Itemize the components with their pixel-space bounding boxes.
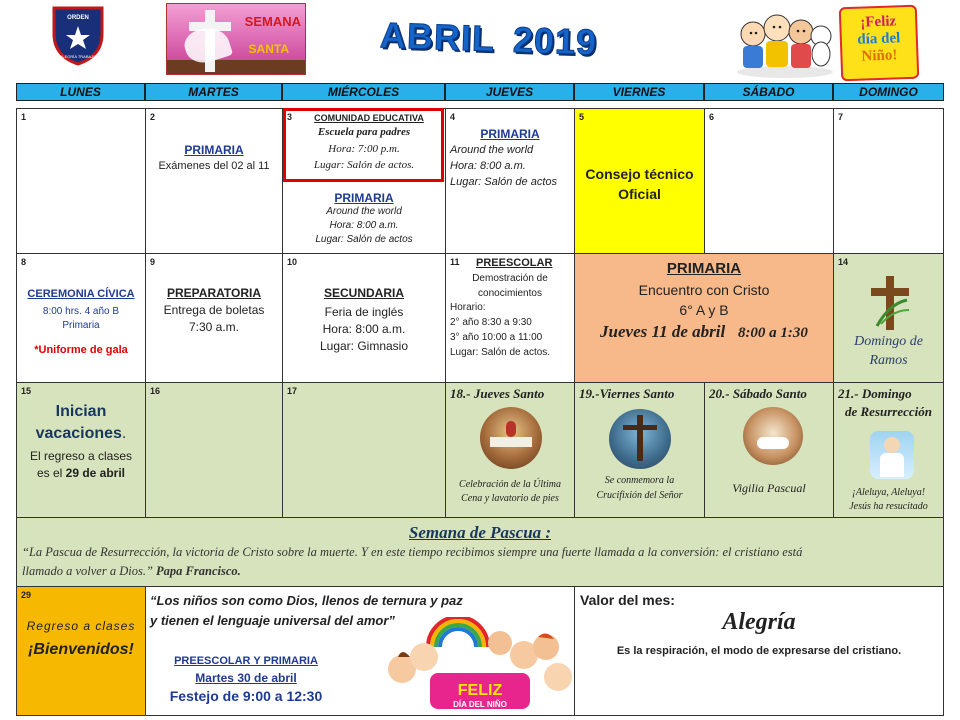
feliz-dia-del-nino-poster <box>384 617 574 715</box>
d18-line1: Celebración de la Última <box>459 479 561 490</box>
d4-line3: Lugar: Salón de actos <box>450 176 558 188</box>
prim-title: PRIMARIA <box>666 260 742 277</box>
dayhead-miercoles: MIÉRCOLES <box>282 83 445 101</box>
d3-line1: Escuela para padres <box>317 126 411 138</box>
d29-line2: ¡Bienvenidos! <box>28 641 134 658</box>
pascua-quote-line2: llamado a volver a Dios.” Papa Francisco. <box>22 564 241 578</box>
d8-line3: *Uniforme de gala <box>34 344 128 356</box>
d3-title2: PRIMARIA <box>334 191 394 205</box>
d9-line1: Entrega de boletas <box>163 303 265 317</box>
day-cell-2: 2 PRIMARIA Exámenes del 02 al 11 <box>145 108 283 254</box>
d18-title: 18.- Jueves Santo <box>450 386 545 401</box>
crucifixion-image <box>609 409 671 469</box>
semana-santa-banner <box>166 3 306 75</box>
feliz-dia-del-nino-badge: ¡Feliz día del Niño! <box>839 5 920 82</box>
semana-de-pascua-box <box>16 517 944 587</box>
valor-name: Alegría <box>722 609 796 635</box>
day-cell-6: 6 <box>704 108 834 254</box>
day-cell-10: 10 SECUNDARIA Feria de inglés Hora: 8:00 a.m. Lugar: Gimnasio <box>282 253 446 383</box>
dayhead-martes: MARTES <box>145 83 282 101</box>
resurrection-image <box>870 431 914 479</box>
d3-line4: Around the world <box>326 206 402 217</box>
d8-line2: Primaria <box>62 320 100 331</box>
d15-line1: Inician <box>55 403 107 420</box>
day-cell-14: 14 Domingo de Ramos <box>833 253 944 383</box>
d11-line3: Horario: <box>450 302 486 313</box>
school-logo <box>50 4 106 66</box>
nino-quote-line2: y tienen el lenguaje universal del amor” <box>150 613 395 628</box>
title-year: 2019 <box>512 18 598 63</box>
d3-line5: Hora: 8:00 a.m. <box>329 220 399 231</box>
day-cell-7: 7 <box>833 108 944 254</box>
day-cell-21 <box>833 382 944 518</box>
title-month: ABRIL <box>379 14 496 60</box>
d3-title: COMUNIDAD EDUCATIVA <box>314 113 424 123</box>
d15-line4: es el 29 de abril <box>36 466 126 480</box>
d9-line2: 7:30 a.m. <box>188 320 240 334</box>
event-title: PREESCOLAR Y PRIMARIA <box>174 655 318 667</box>
d14-line1: Domingo de <box>854 334 923 349</box>
d29-line1: Regreso a clases <box>26 619 136 633</box>
d21-line1: ¡Aleluya, Aleluya! <box>851 487 926 498</box>
prim-line3: Jueves 11 de abril 8:00 a 1:30 <box>600 322 808 341</box>
nino-quote-line1: “Los niños son como Dios, llenos de ternura y paz <box>150 593 463 608</box>
d20-line1: Vigilia Pascual <box>732 481 806 495</box>
palm-cross-icon <box>867 274 913 337</box>
d19-line2: Crucifixión del Señor <box>596 490 683 501</box>
valor-desc: Es la respiración, el modo de expresarse del cristiano. <box>616 645 902 657</box>
d3-line6: Lugar: Salón de actos <box>315 234 413 245</box>
dayhead-sabado: SÁBADO <box>704 83 833 101</box>
d4-line2: Hora: 8:00 a.m. <box>450 160 526 172</box>
dia-del-nino-event <box>145 586 575 716</box>
d2-text: Exámenes del 02 al 11 <box>158 160 270 172</box>
dayhead-lunes: LUNES <box>16 83 145 101</box>
day-cell-16: 16 <box>145 382 283 518</box>
d14-line2: Ramos <box>869 353 908 368</box>
banner-line2: SANTA <box>248 42 289 56</box>
d21-title2: de Resurrección <box>844 404 933 419</box>
d3-line2: Hora: 7:00 p.m. <box>328 143 400 155</box>
pascua-quote-line1: “La Pascua de Resurrección, la victoria de Cristo sobre la muerte. Y en este tiempo recibimos siempre una fuerte llamada a la conversión: el cristiano está <box>22 545 803 559</box>
prim-line1: Encuentro con Cristo <box>638 282 770 298</box>
day-cell-15: 15 Inician vacaciones. El regreso a clases es el 29 de abril <box>16 382 146 518</box>
d11-line6: Lugar: Salón de actos. <box>450 347 551 358</box>
d11-line4: 2° año 8:30 a 9:30 <box>450 317 532 328</box>
day-cell-17: 17 <box>282 382 446 518</box>
day-cell-19 <box>574 382 705 518</box>
d8-title: CEREMONIA CÍVICA <box>27 288 135 300</box>
day-cell-11: 11 PREESCOLAR Demostración de conocimientos Horario: 2° año 8:30 a 9:30 3° año 10:00 a 11:00 Lugar: Salón de actos. <box>445 253 575 383</box>
page-title <box>379 14 597 64</box>
event-time: Festejo de 9:00 a 12:30 <box>169 688 323 704</box>
d4-title: PRIMARIA <box>480 127 540 141</box>
last-supper-image <box>480 407 542 469</box>
svg-text:ORDEN: ORDEN <box>67 15 89 21</box>
d4-line1: Around the world <box>450 144 534 156</box>
day-cell-3: 3 COMUNIDAD EDUCATIVA Escuela para padres Hora: 7:00 p.m. Lugar: Salón de actos. PRIMARIA Around the world Hora: 8:00 a.m. Lugar: Salón de actos <box>282 108 446 254</box>
d10-title: SECUNDARIA <box>323 286 404 300</box>
event-encuentro-con-cristo <box>574 253 834 383</box>
day-cell-1: 1 <box>16 108 146 254</box>
d19-title: 19.-Viernes Santo <box>579 386 675 401</box>
easter-vigil-image <box>743 407 803 465</box>
d11-line2: conocimientos <box>478 288 542 299</box>
d5-line1: Consejo técnico <box>585 166 694 182</box>
d15-line3: El regreso a clases <box>29 449 133 463</box>
day-cell-20 <box>704 382 834 518</box>
d19-line1: Se conmemora la <box>604 475 675 486</box>
day-cell-29: 29 Regreso a clases ¡Bienvenidos! <box>16 586 146 716</box>
d9-title: PREPARATORIA <box>166 286 261 300</box>
d10-line2: Hora: 8:00 a.m. <box>322 322 406 336</box>
event-date: Martes 30 de abril <box>195 671 297 685</box>
d20-title: 20.- Sábado Santo <box>709 386 807 401</box>
d15-line2: vacaciones. <box>35 425 127 442</box>
d21-line2: Jesús ha resucitado <box>849 501 928 512</box>
prim-line2: 6° A y B <box>679 302 729 318</box>
day-cell-9: 9 PREPARATORIA Entrega de boletas 7:30 a.m. <box>145 253 283 383</box>
valor-del-mes-box <box>574 586 944 716</box>
day-cell-18 <box>445 382 575 518</box>
svg-text:DÍA DEL NIÑO: DÍA DEL NIÑO <box>453 700 507 709</box>
d3-line3: Lugar: Salón de actos. <box>313 159 415 171</box>
dayhead-viernes: VIERNES <box>574 83 704 101</box>
d11-line1: Demostración de <box>472 273 548 284</box>
d5-line2: Oficial <box>618 186 661 202</box>
day-cell-4: 4 PRIMARIA Around the world Hora: 8:00 a.m. Lugar: Salón de actos <box>445 108 575 254</box>
day-cell-8: 8 CEREMONIA CÍVICA 8:00 hrs. 4 año B Primaria *Uniforme de gala <box>16 253 146 383</box>
banner-line1: SEMANA <box>244 14 301 29</box>
dayhead-domingo: DOMINGO <box>833 83 944 101</box>
valor-label: Valor del mes: <box>580 592 675 608</box>
d11-title: PREESCOLAR <box>476 257 553 269</box>
dayhead-jueves: JUEVES <box>445 83 574 101</box>
d18-line2: Cena y lavatorio de pies <box>461 493 559 504</box>
highlight-box-escuela-padres <box>283 108 444 182</box>
d8-line1: 8:00 hrs. 4 año B <box>42 306 120 317</box>
svg-text:FELIZ: FELIZ <box>457 682 503 699</box>
day-cell-5: 5 Consejo técnico Oficial <box>574 108 705 254</box>
d10-line3: Lugar: Gimnasio <box>319 339 409 353</box>
d2-title: PRIMARIA <box>184 143 244 157</box>
svg-text:ALEGRÍA TRABAJO: ALEGRÍA TRABAJO <box>59 54 97 59</box>
pascua-title: Semana de Pascua : <box>408 523 552 542</box>
d10-line1: Feria de inglés <box>324 305 404 319</box>
cartoon-kids-image <box>735 6 835 78</box>
d11-line5: 3° año 10:00 a 11:00 <box>450 332 543 343</box>
d21-title1: 21.- Domingo <box>838 386 912 401</box>
